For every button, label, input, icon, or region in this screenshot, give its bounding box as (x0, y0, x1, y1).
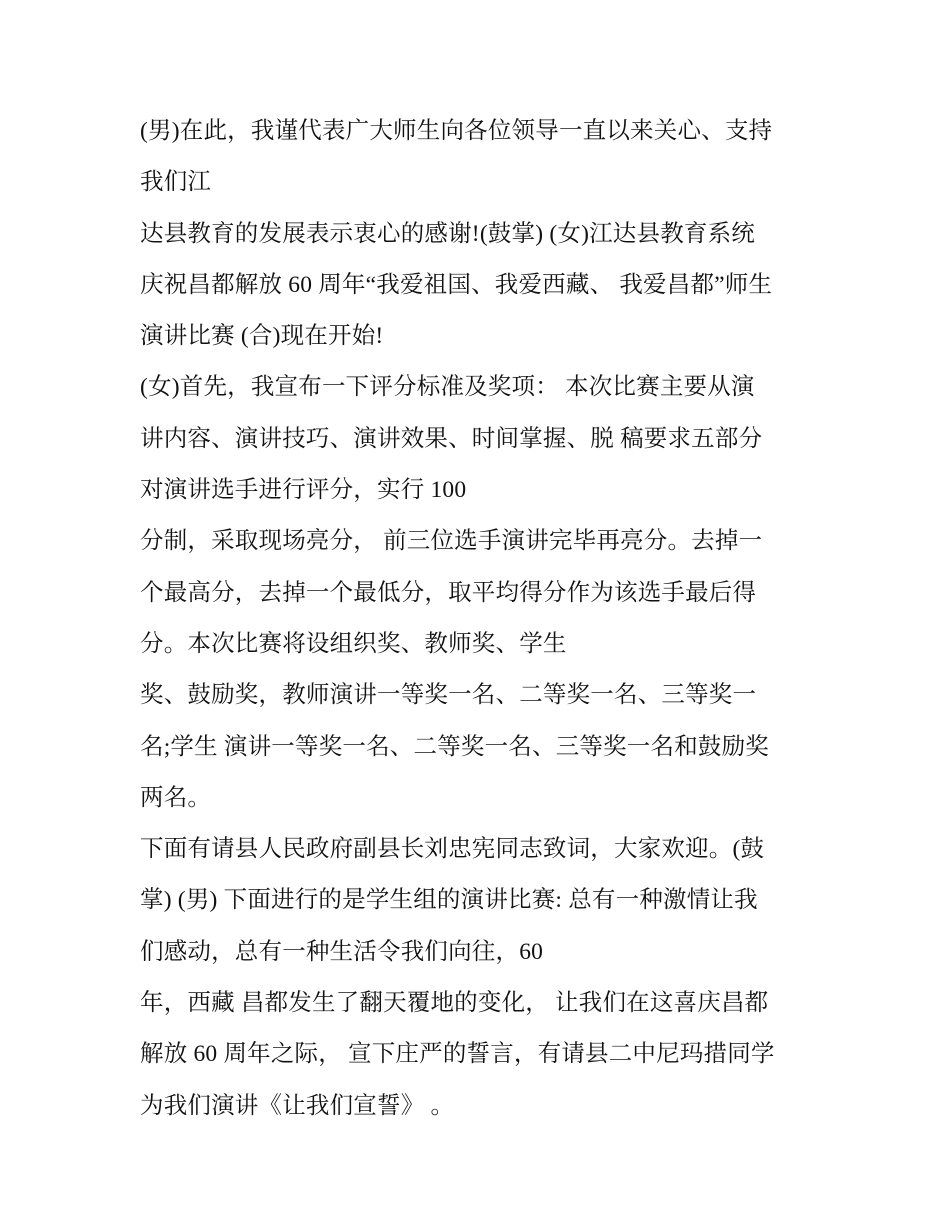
text-line: 对演讲选手进行评分，实行 100 (140, 477, 467, 504)
text-line: 分制，采取现场亮分， 前三位选手演讲完毕再亮分。去掉一 (140, 528, 763, 555)
text-line: 演讲比赛 (合)现在开始! (140, 323, 384, 350)
text-line: 达县教育的发展表示衷心的感谢!(鼓掌) (女)江达县教育系统 (140, 220, 756, 247)
document-body (140, 106, 820, 1132)
text-line: 两名。 (140, 784, 212, 811)
text-line: 庆祝昌都解放 60 周年“我爱祖国、我爱西藏、 我爱昌都”师生 (140, 271, 773, 298)
text-line: 我们江 (140, 169, 212, 196)
text-line: 为我们演讲《让我们宣誓》 。 (140, 1092, 455, 1119)
text-line: 讲内容、演讲技巧、演讲效果、时间掌握、脱 稿要求五部分 (140, 425, 763, 452)
text-line: 名;学生 演讲一等奖一名、二等奖一名、三等奖一名和鼓励奖 (140, 733, 770, 760)
text-line: 分。本次比赛将设组织奖、教师奖、学生 (140, 630, 567, 657)
text-line: 解放 60 周年之际， 宣下庄严的誓言，有请县二中尼玛措同学 (140, 1041, 775, 1068)
text-line: 们感动，总有一种生活令我们向往，60 (140, 938, 544, 965)
text-line: 下面有请县人民政府副县长刘忠宪同志致词，大家欢迎。(鼓 (140, 836, 765, 863)
text-line: (女)首先，我宣布一下评分标准及奖项： 本次比赛主要从演 (140, 374, 755, 401)
text-line: 个最高分，去掉一个最低分，取平均得分作为该选手最后得 (140, 579, 757, 606)
text-line: 奖、鼓励奖，教师演讲一等奖一名、二等奖一名、三等奖一 (140, 682, 757, 709)
text-line: (男)在此，我谨代表广大师生向各位领导一直以来关心、支持 (140, 118, 773, 144)
text-line: 掌) (男) 下面进行的是学生组的演讲比赛: 总有一种激情让我 (140, 887, 758, 914)
text-line: 年，西藏 昌都发生了翻天覆地的变化， 让我们在这喜庆昌都 (140, 990, 769, 1017)
